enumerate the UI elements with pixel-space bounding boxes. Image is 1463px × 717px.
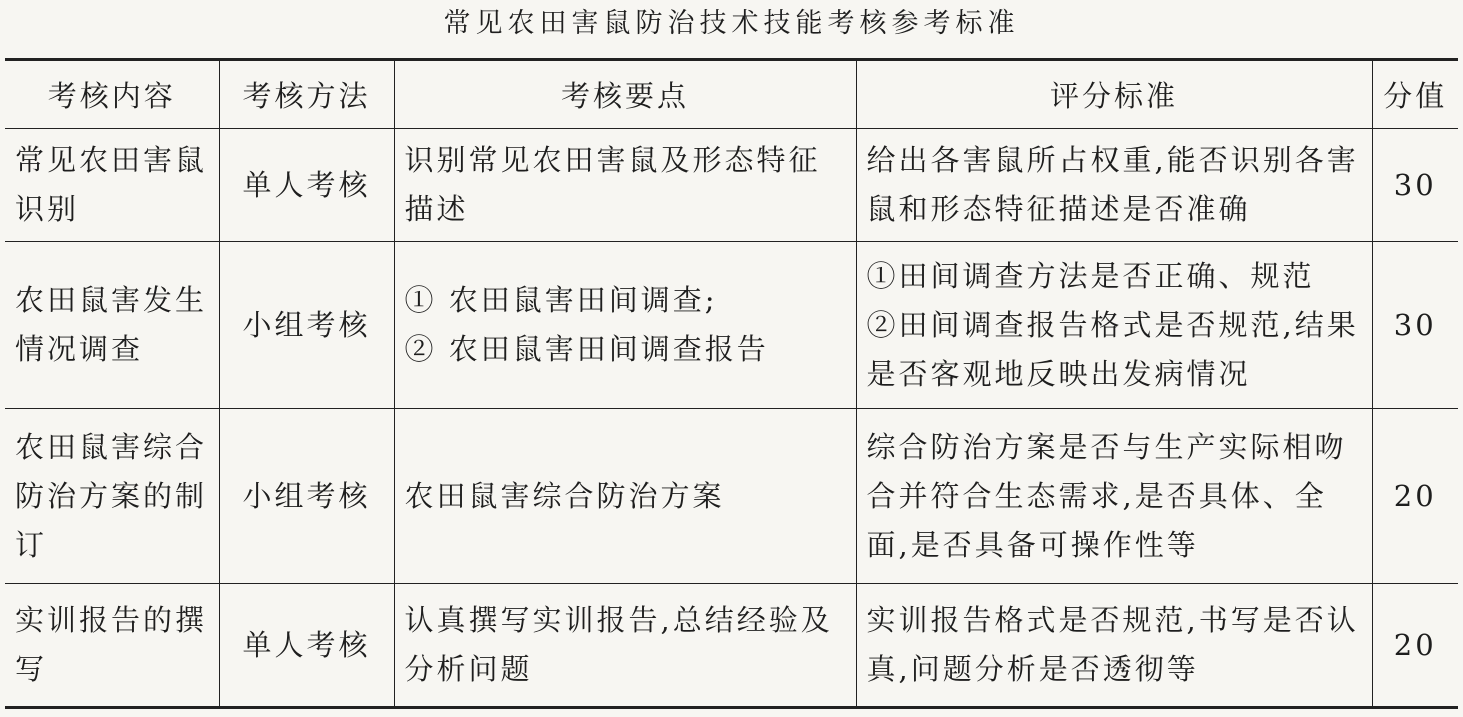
cell-criteria bbox=[856, 242, 1372, 409]
criteria-item: 给出各害鼠所占权重,能否识别各害鼠和形态特征描述是否准确 bbox=[866, 143, 1359, 226]
table-header-row bbox=[5, 60, 1458, 129]
cell-content: 农田鼠害综合防治方案的制订 bbox=[5, 409, 219, 584]
cell-content: 常见农田害鼠识别 bbox=[5, 129, 219, 242]
criteria-item: ①田间调查方法是否正确、规范 bbox=[866, 258, 1315, 293]
cell-score: 20 bbox=[1372, 409, 1458, 584]
point-item: 认真撰写实训报告,总结经验及分析问题 bbox=[404, 603, 833, 686]
cell-score: 30 bbox=[1372, 129, 1458, 242]
header-method: 考核方法 bbox=[219, 60, 394, 129]
cell-criteria bbox=[856, 129, 1372, 242]
header-score: 分值 bbox=[1372, 60, 1458, 129]
cell-content: 实训报告的撰写 bbox=[5, 584, 219, 708]
criteria-item: ②田间调查报告格式是否规范,结果是否客观地反映出发病情况 bbox=[866, 307, 1359, 391]
table-row bbox=[5, 584, 1458, 708]
cell-points bbox=[394, 129, 856, 242]
header-points: 考核要点 bbox=[394, 60, 856, 129]
cell-content: 农田鼠害发生情况调查 bbox=[5, 242, 219, 409]
cell-score: 30 bbox=[1372, 242, 1458, 409]
criteria-item: 实训报告格式是否规范,书写是否认真,问题分析是否透彻等 bbox=[866, 603, 1359, 686]
document-title: 常见农田害鼠防治技术技能考核参考标准 bbox=[443, 8, 1020, 39]
cell-points bbox=[394, 409, 856, 584]
criteria-item: 综合防治方案是否与生产实际相吻合并符合生态需求,是否具体、全面,是否具备可操作性等 bbox=[866, 429, 1347, 562]
table-row bbox=[5, 129, 1458, 242]
assessment-table bbox=[5, 58, 1458, 709]
point-item: 农田鼠害综合防治方案 bbox=[404, 478, 725, 513]
table-row bbox=[5, 242, 1458, 409]
header-content: 考核内容 bbox=[5, 60, 219, 129]
table-row bbox=[5, 409, 1458, 584]
cell-points bbox=[394, 242, 856, 409]
cell-criteria bbox=[856, 409, 1372, 584]
cell-criteria bbox=[856, 584, 1372, 708]
header-criteria: 评分标准 bbox=[856, 60, 1372, 129]
cell-method: 单人考核 bbox=[219, 584, 394, 708]
cell-score: 20 bbox=[1372, 584, 1458, 708]
cell-points bbox=[394, 584, 856, 708]
point-item: ① 农田鼠害田间调查; bbox=[404, 283, 718, 317]
point-item: ② 农田鼠害田间调查报告 bbox=[404, 332, 769, 366]
cell-method: 小组考核 bbox=[219, 242, 394, 409]
cell-method: 小组考核 bbox=[219, 409, 394, 584]
cell-method: 单人考核 bbox=[219, 129, 394, 242]
point-item: 识别常见农田害鼠及形态特征描述 bbox=[404, 143, 821, 226]
